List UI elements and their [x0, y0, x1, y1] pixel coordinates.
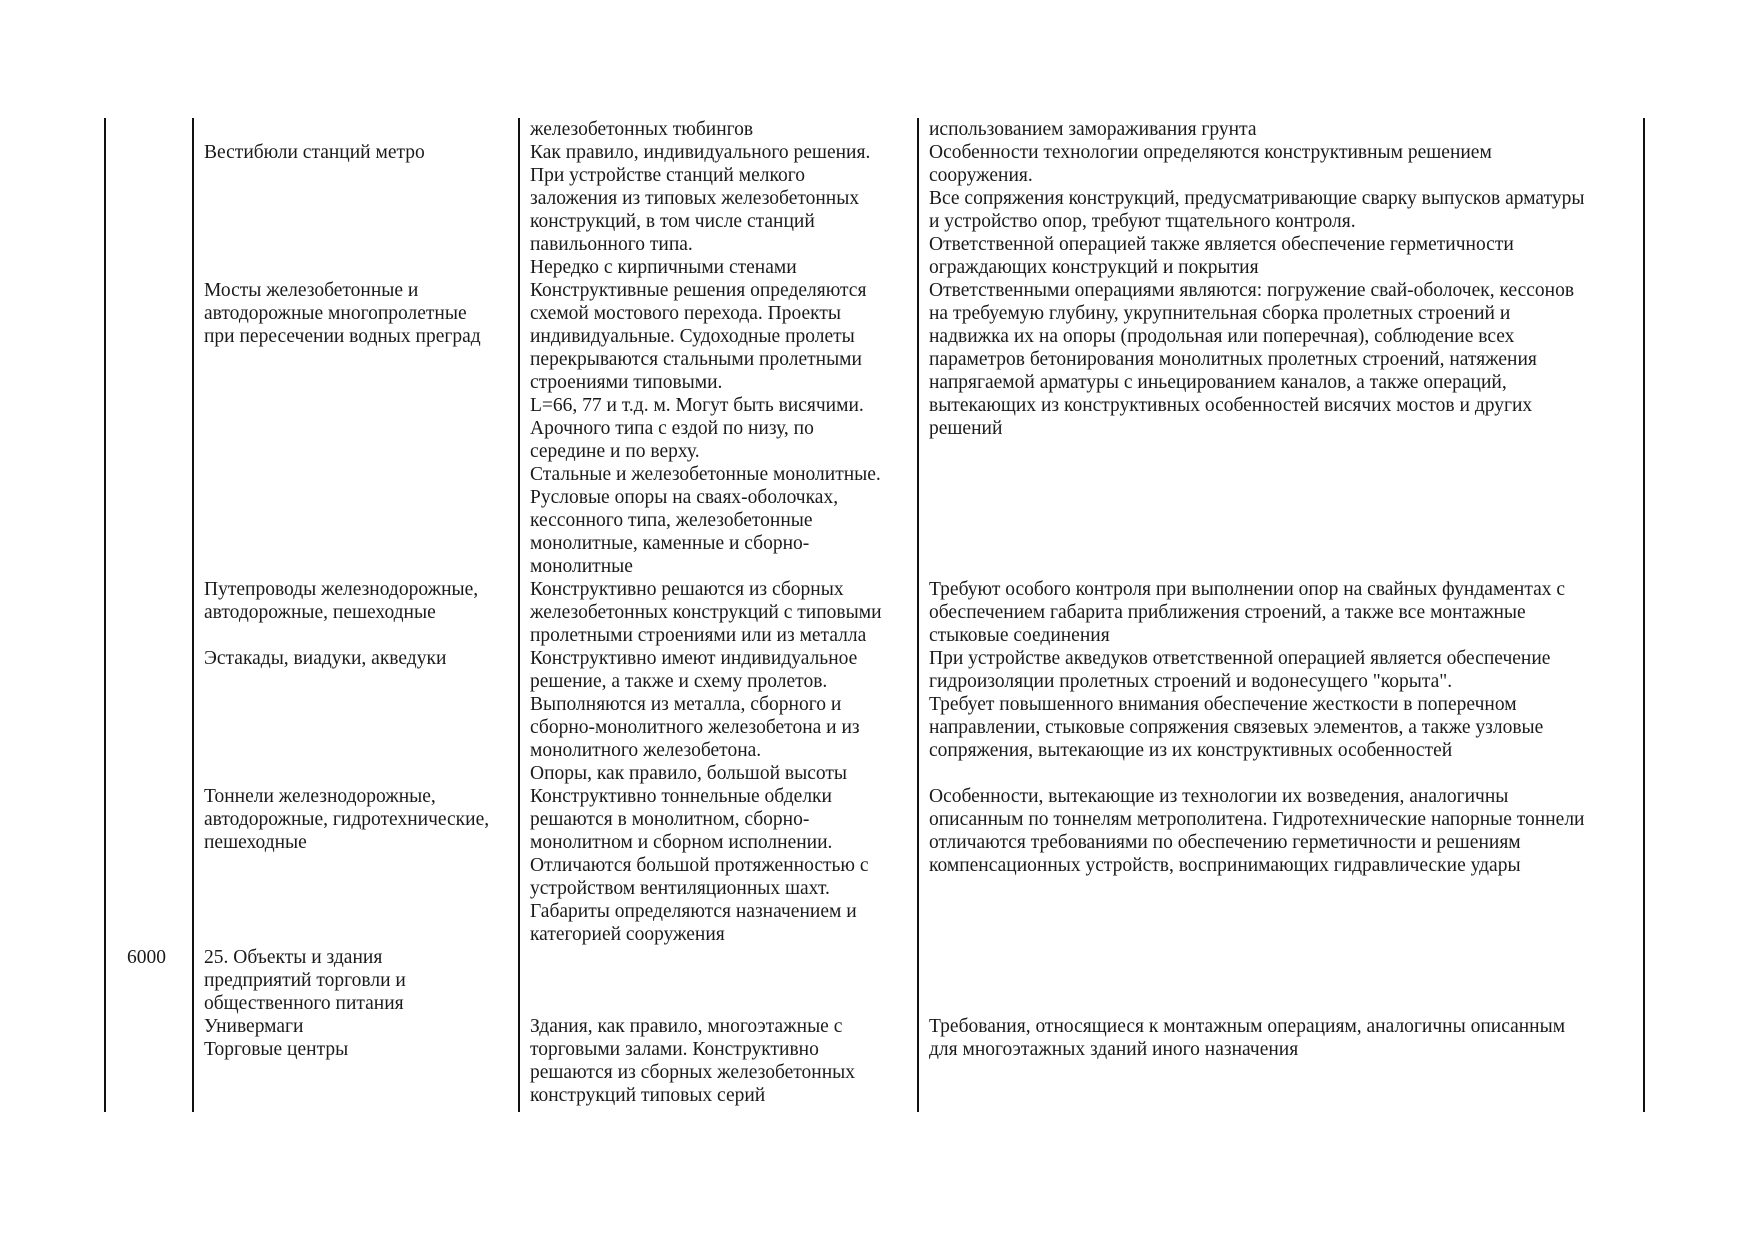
column-divider-1: [192, 118, 194, 1112]
code-cell: 6000: [127, 947, 166, 968]
object-name-cell: Вестибюли станций метро: [204, 142, 425, 163]
object-name-cell: Тоннели железнодорожные, автодорожные, гидротехнические, пешеходные: [204, 786, 490, 853]
requirements-cell: Ответственными операциями являются: погружение свай-оболочек, кессонов на требуемую глубину, укрупнительная сборка пролетных строений и надвижка их на опоры (продольная или поперечная), соблюдение всех параметров бетонирования монолитных пролетных строений, натяжения напрягаемой арматуры с иньецированием каналов, а также операций, вытекающих из конструктивных особенностей висячих мостов и других решений: [929, 280, 1575, 439]
design-cell: Как правило, индивидуального решения. При устройстве станций мелкого заложения из типовых железобетонных конструкций, в том числе станций павильонного типа. Нередко с кирпичными стенами: [530, 142, 871, 278]
requirements-cell: Особенности, вытекающие из технологии их возведения, аналогичны описанным по тоннелям метрополитена. Гидротехнические напорные тоннели отличаются требованиями по обеспечению герметичности и решениям компенсационных устройств, воспринимающих гидравлические удары: [929, 786, 1585, 876]
object-name-cell: Мосты железобетонные и автодорожные многопролетные при пересечении водных преград: [204, 280, 481, 347]
requirements-cell: При устройстве акведуков ответственной операцией является обеспечение гидроизоляции пролетных строений и водонесущего "корыта". Требует повышенного внимания обеспечение жесткости в поперечном направлении, стыковые сопряжения связевых элементов, а также узловые сопряжения, вытекающие из их конструктивных особенностей: [929, 648, 1551, 761]
requirements-cell: Требования, относящиеся к монтажным операциям, аналогичны описанным для многоэтажных зданий иного назначения: [929, 1016, 1566, 1060]
design-cell: Конструктивно имеют индивидуальное решение, а также и схему пролетов. Выполняются из металла, сборного и сборно-монолитного железобетона и из монолитного железобетона. Опоры, как правило, большой высоты: [530, 648, 860, 784]
column-divider-2: [518, 118, 520, 1112]
object-name-cell: Путепроводы железнодорожные, автодорожные, пешеходные: [204, 579, 479, 623]
requirements-cell: использованием замораживания грунта: [929, 119, 1257, 140]
table-border-left: [104, 118, 106, 1112]
requirements-cell: Особенности технологии определяются конструктивным решением сооружения. Все сопряжения конструкций, предусматривающие сварку выпусков арматуры и устройство опор, требуют тщательного контроля. Ответственной операцией также является обеспечение герметичности ограждающих конструкций и покрытия: [929, 142, 1585, 278]
design-cell: Конструктивно тоннельные обделки решаются в монолитном, сборно- монолитном и сборном исполнении. Отличаются большой протяженностью с устройством вентиляционных шахт. Габариты определяются назначением и категорией сооружения: [530, 786, 869, 945]
design-cell: Здания, как правило, многоэтажные с торговыми залами. Конструктивно решаются из сборных железобетонных конструкций типовых серий: [530, 1016, 856, 1106]
requirements-cell: Требуют особого контроля при выполнении опор на свайных фундаментах с обеспечением габарита приближения строений, а также все монтажные стыковые соединения: [929, 579, 1566, 646]
section-title-cell: 25. Объекты и здания предприятий торговли и общественного питания: [204, 947, 406, 1014]
table-border-right: [1643, 118, 1645, 1112]
design-cell: Конструктивные решения определяются схемой мостового перехода. Проекты индивидуальные. Судоходные пролеты перекрываются стальными пролетными строениями типовыми. L=66, 77 и т.д. м. Могут быть висячими. Арочного типа с ездой по низу, по середине и по верху. Стальные и железобетонные монолитные. Русловые опоры на сваях-оболочках, кессонного типа, железобетонные монолитные, каменные и сборно- монолитные: [530, 280, 881, 577]
design-cell: железобетонных тюбингов: [530, 119, 754, 140]
column-divider-3: [917, 118, 919, 1112]
design-cell: Конструктивно решаются из сборных железобетонных конструкций с типовыми пролетными строениями или из металла: [530, 579, 882, 646]
object-name-cell: Эстакады, виадуки, акведуки: [204, 648, 447, 669]
object-name-cell: Универмаги Торговые центры: [204, 1016, 349, 1060]
